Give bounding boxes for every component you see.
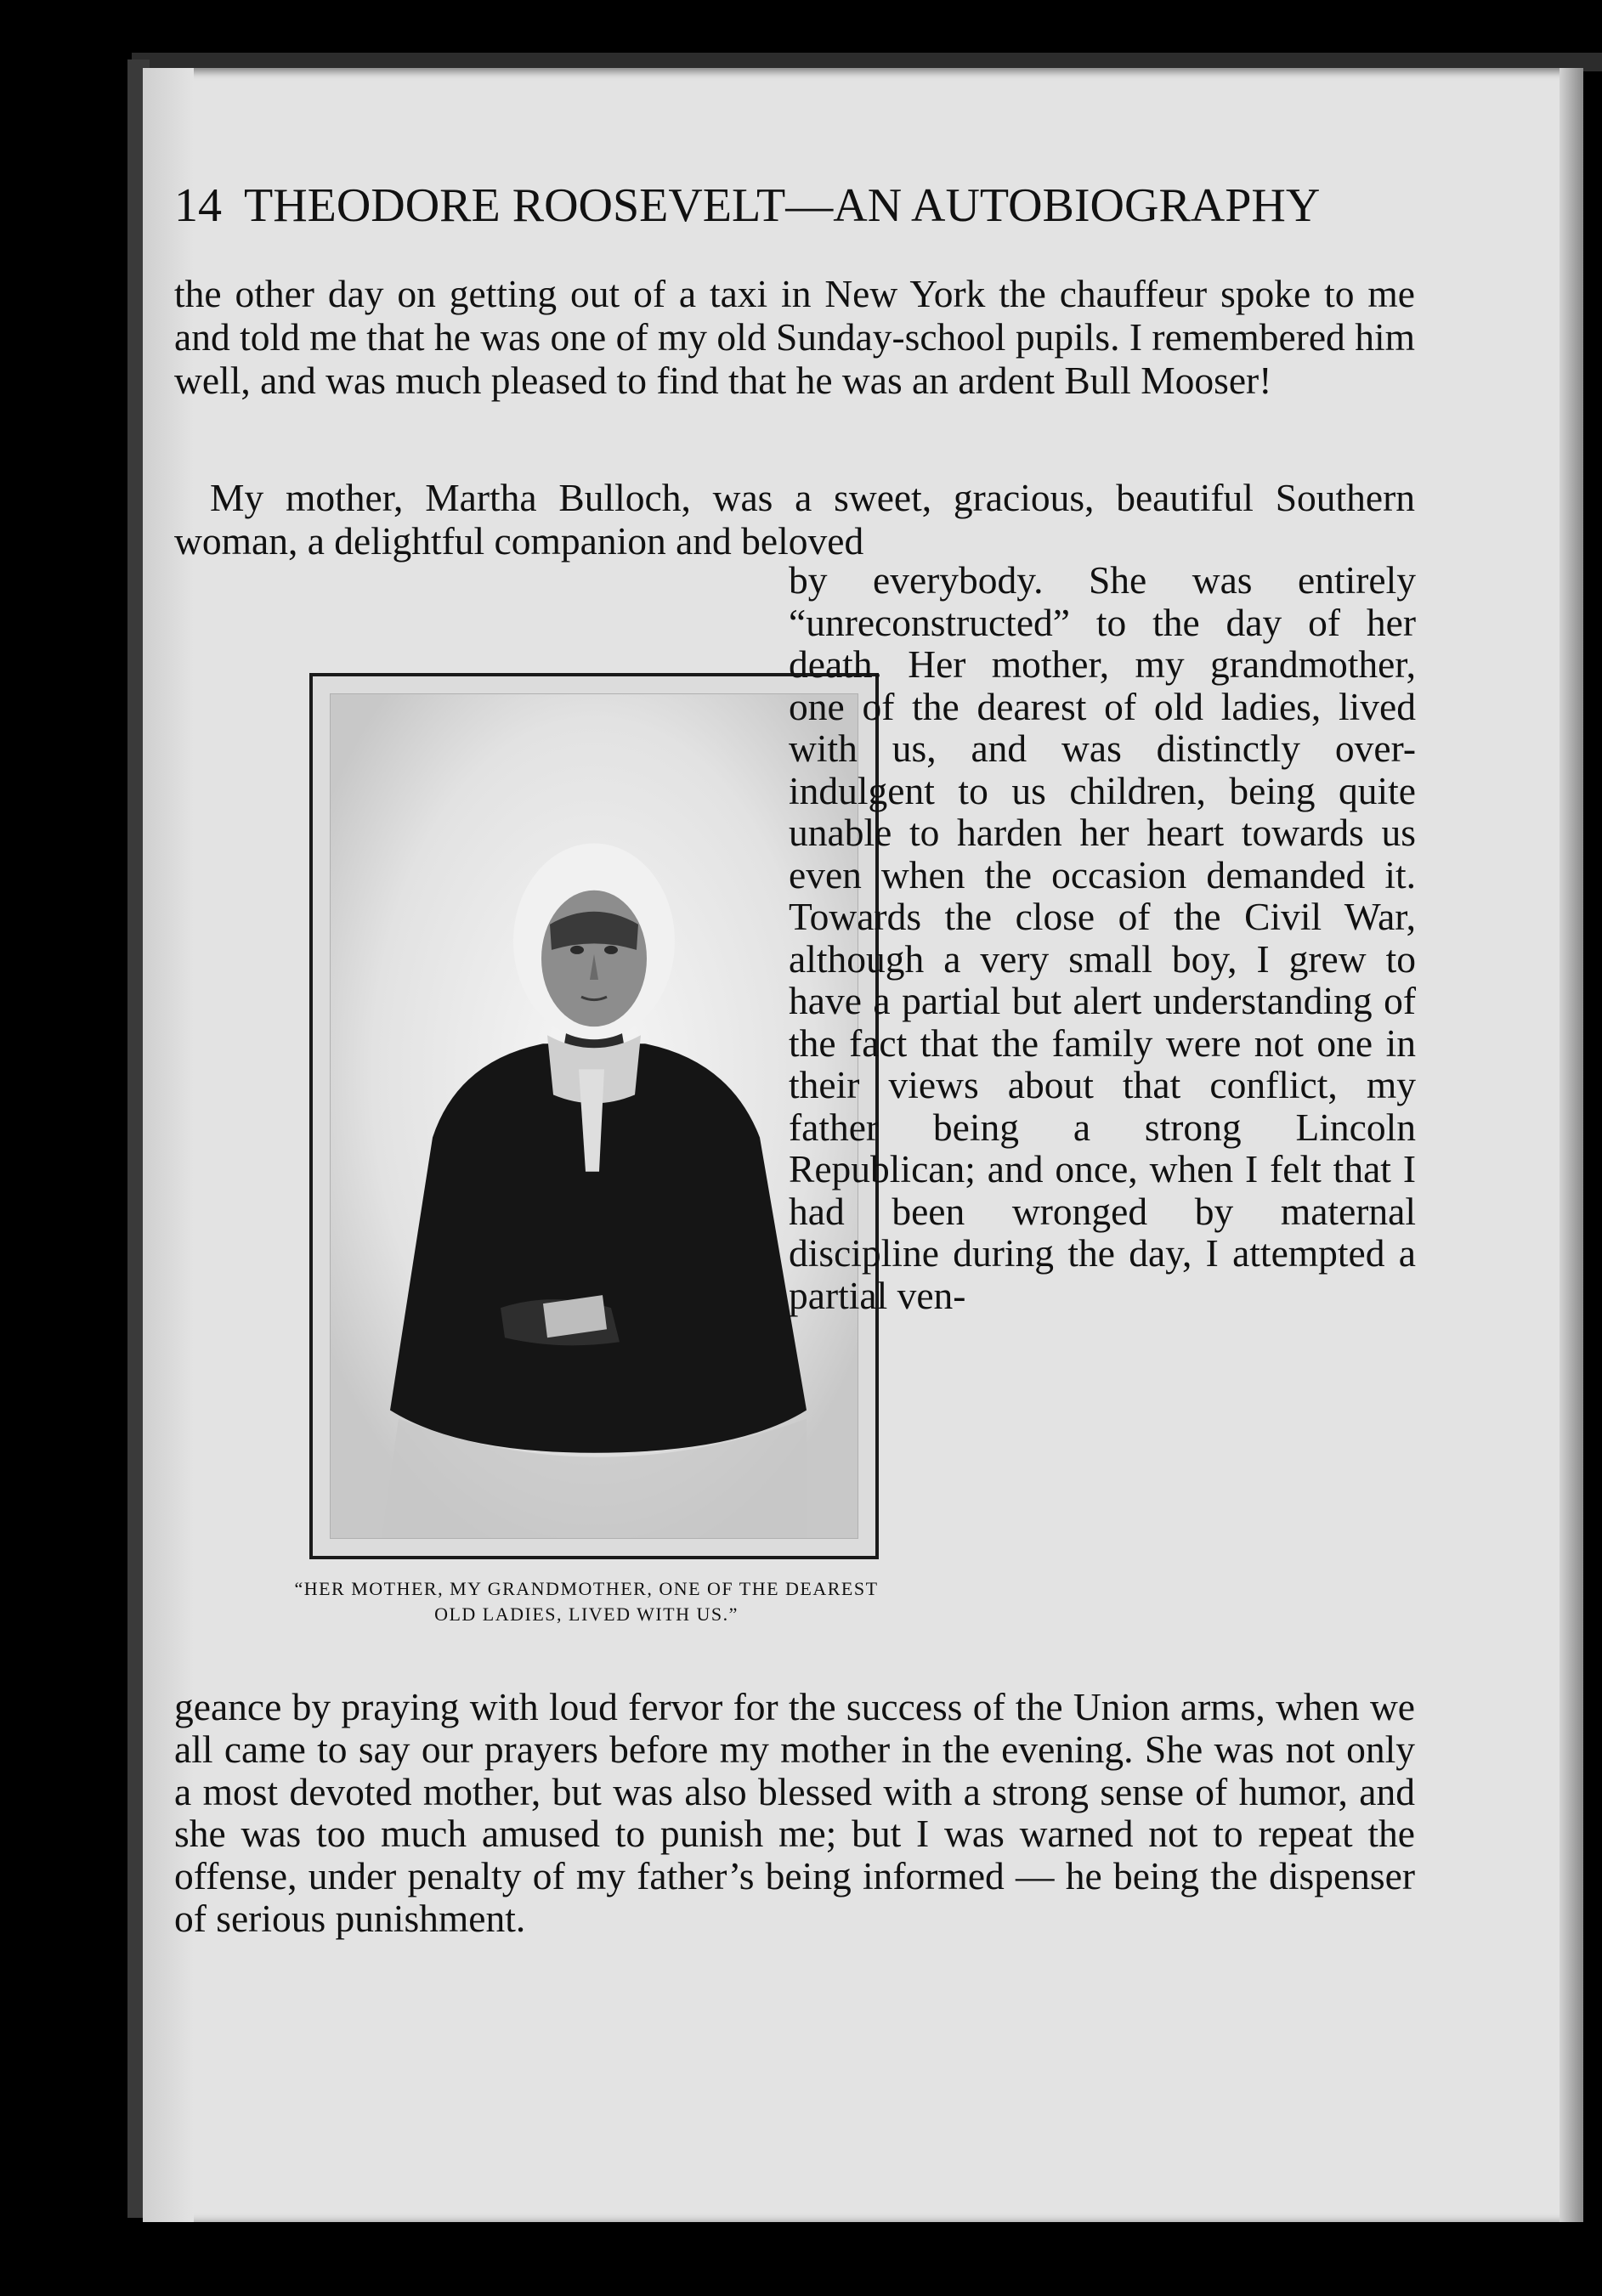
paragraph-2-end: geance by praying with loud fervor for the success of the Union arms, when we all came to say our prayers before my mother in the evening. She was not only a most devoted mother, but was also blessed with a strong sense of humor, and she was too much amused to punish me; but I was warned not to repeat the offense, under penalty of my father’s being informed — he being the dispenser of serious punishment. xyxy=(174,1685,1415,1940)
page-gutter xyxy=(1560,68,1583,2222)
paragraph-2-side-column: by everybody. She was entirely “unreconstructed” to the day of her death. Her mother, my grandmother, one of the dearest of old ladies, lived with us, and was distinctly over-indulgent to us children, being quite unable to harden her heart towards us even when the occasion demanded it. Towards the close of the Civil War, although a very small boy, I grew to have a partial but alert understanding of the fact that the family were not one in their views about that conflict, my father being a strong Lincoln Republican; and once, when I felt that I had been wronged by maternal discipline during the day, I attempted a partial ven- xyxy=(789,558,1416,1317)
page-number: 14 xyxy=(174,179,222,232)
paragraph-1: the other day on getting out of a taxi in New York the chauffeur spoke to me and told me that he was one of my old Sunday-school pupils. I remembered him well, and was much pleased to find that he was an ardent Bull Mooser! xyxy=(174,272,1415,402)
portrait-illustration xyxy=(331,694,858,1538)
book-title: THEODORE ROOSEVELT—AN AUTOBIOGRAPHY xyxy=(244,179,1321,232)
figure-caption: “HER MOTHER, MY GRANDMOTHER, ONE OF THE DEAREST OLD LADIES, LIVED WITH US.” xyxy=(294,1578,879,1625)
running-head xyxy=(174,178,1415,246)
paragraph-2-intro: My mother, Martha Bulloch, was a sweet, gracious, beautiful Southern woman, a delightful companion and beloved xyxy=(174,476,1415,563)
portrait-photo xyxy=(330,693,858,1539)
